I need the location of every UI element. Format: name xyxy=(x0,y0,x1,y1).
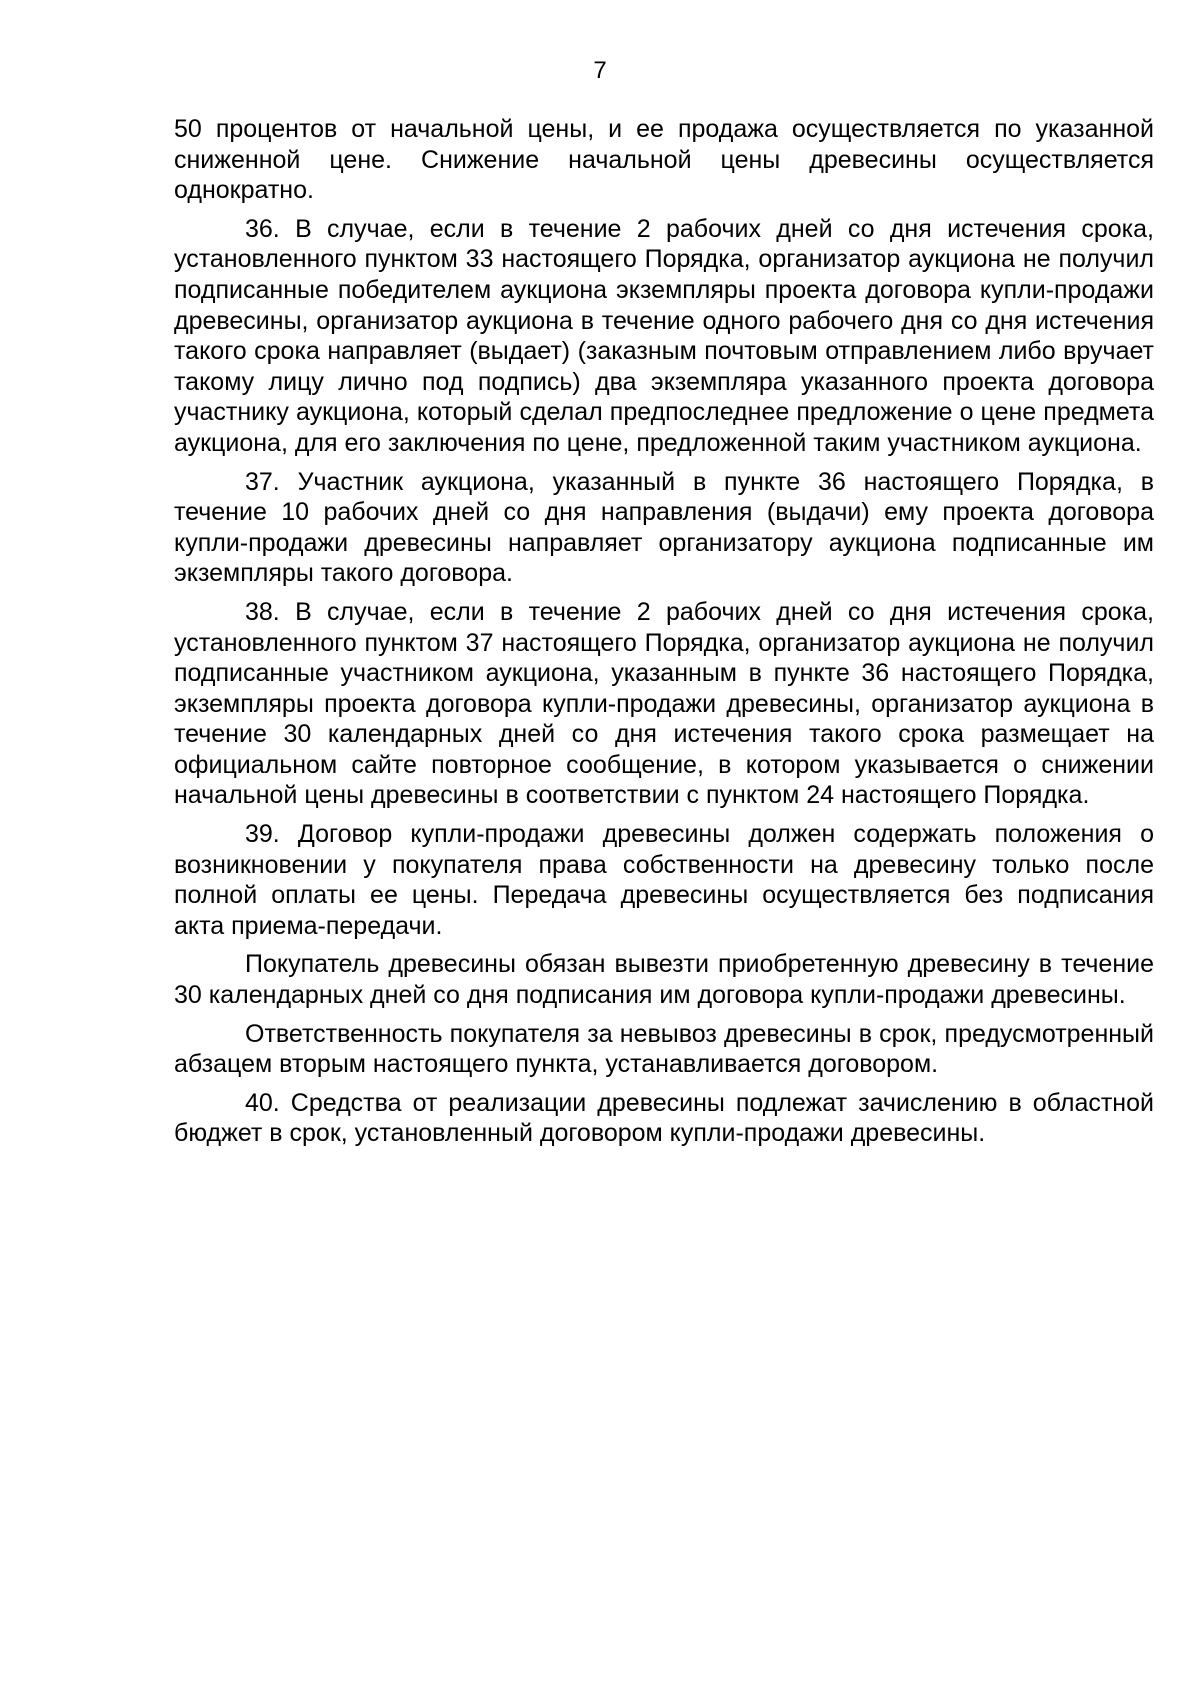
paragraph-buyer-liability: Ответственность покупателя за невывоз древесины в срок, предусмотренный абзацем вторым настоящего пункта, устанавливается договором. xyxy=(174,1019,1154,1079)
paragraph-clause-39: 39. Договор купли-продажи древесины должен содержать положения о возникновении у покупателя права собственности на древесину только после полной оплаты ее цены. Передача древесины осуществляется без подписания акта приема-передачи. xyxy=(174,820,1154,940)
paragraph-clause-38: 38. В случае, если в течение 2 рабочих дней со дня истечения срока, установленного пунктом 37 настоящего Порядка, организатор аукциона не получил подписанные участником аукциона, указанным в пункте 36 настоящего Порядка, экземпляры проекта договора купли-продажи древесины, организатор аукциона в течение 30 календарных дней со дня истечения такого срока размещает на официальном сайте повторное сообщение, в котором указывается о снижении начальной цены древесины в соответствии с пунктом 24 настоящего Порядка. xyxy=(174,597,1154,810)
paragraph-clause-37: 37. Участник аукциона, указанный в пункте 36 настоящего Порядка, в течение 10 рабочих дней со дня направления (выдачи) ему проекта договора купли-продажи древесины направляет организатору аукциона подписанные им экземпляры такого договора. xyxy=(174,467,1154,588)
document-body xyxy=(174,114,1154,1157)
page-number: 7 xyxy=(593,57,607,84)
paragraph-continuation: 50 процентов от начальной цены, и ее продажа осуществляется по указанной сниженной цене. Снижение начальной цены древесины осуществляется однократно. xyxy=(174,115,1154,205)
paragraph-clause-40: 40. Средства от реализации древесины подлежат зачислению в областной бюджет в срок, установленный договором купли-продажи древесины. xyxy=(174,1088,1154,1148)
paragraph-buyer-obligation: Покупатель древесины обязан вывезти приобретенную древесину в течение 30 календарных дней со дня подписания им договора купли-продажи древесины. xyxy=(174,950,1154,1010)
paragraph-clause-36: 36. В случае, если в течение 2 рабочих дней со дня истечения срока, установленного пунктом 33 настоящего Порядка, организатор аукциона не получил подписанные победителем аукциона экземпляры проекта договора купли-продажи древесины, организатор аукциона в течение одного рабочего дня со дня истечения такого срока направляет (выдает) (заказным почтовым отправлением либо вручает такому лицу лично под подпись) два экземпляра указанного проекта договора участнику аукциона, который сделал предпоследнее предложение о цене предмета аукциона, для его заключения по цене, предложенной таким участником аукциона. xyxy=(174,214,1154,457)
